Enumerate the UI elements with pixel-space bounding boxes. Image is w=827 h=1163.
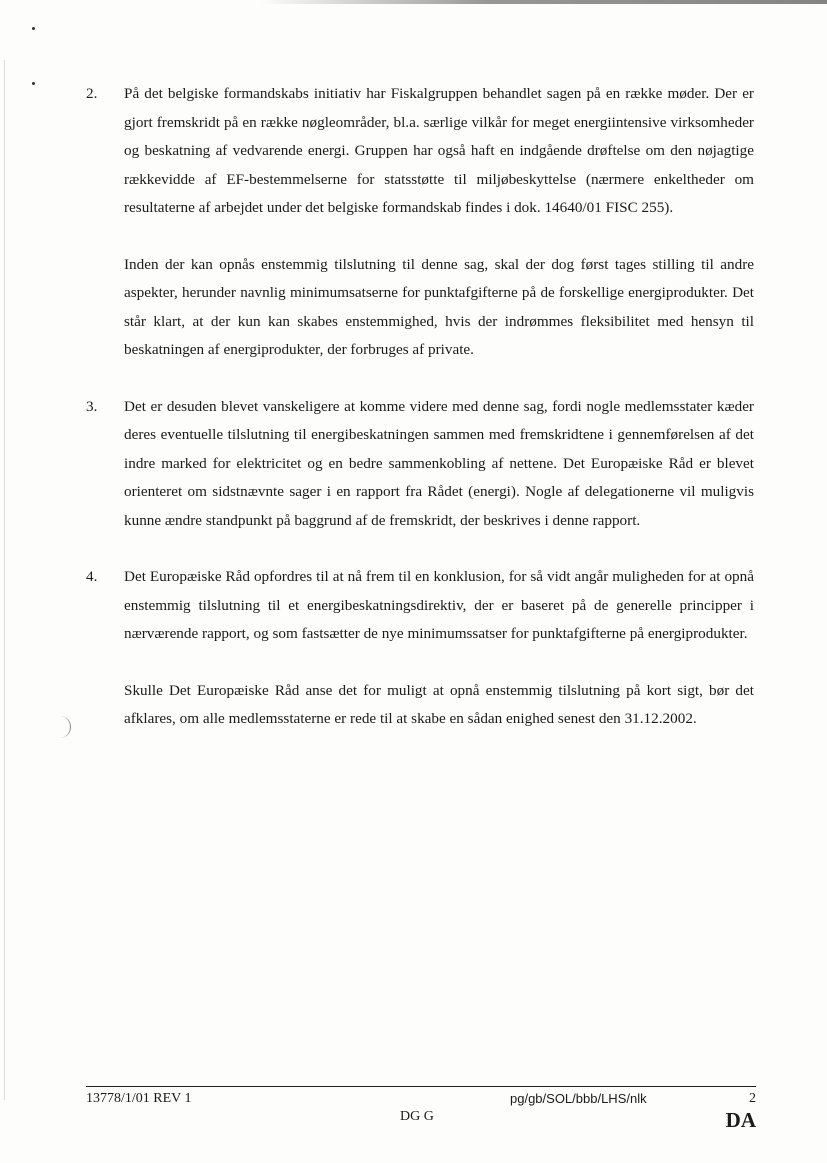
language-code: DA [725,1108,756,1132]
paragraph-4 [86,563,754,649]
scan-speck [32,27,35,30]
paragraph-text: Det Europæiske Råd opfordres til at nå frem til en konklusion, for så vidt angår muligheden for at opnå enstemmig tilslutning til et energibeskatningsdirektiv, der er baseret på de generelle principper i nærværende rapport, og som fastsætter de nye minimumssatser for punktafgifterne på energiprodukter. [124,568,754,642]
paragraph-text: Det er desuden blevet vanskeligere at komme videre med denne sag, fordi nogle medlemsstater kæder deres eventuelle tilslutning til energibeskatningen sammen med fremskridtene i gennemførelsen af det indre marked for elektricitet og en bedre sammenkobling af nettene. Det Europæiske Råd er blevet orienteret om sidstnævnte sager i en rapport fra Rådet (energi). Nogle af delegationerne vil muligvis kunne ændre standpunkt på baggrund af de fremskridt, der beskrives i denne rapport. [124,397,754,529]
author-initials: pg/gb/SOL/bbb/LHS/nlk [510,1091,647,1106]
paragraph-3 [86,393,754,536]
paragraph-number: 4. [86,568,98,585]
punch-hole-mark [50,716,71,738]
paragraph-text: På det belgiske formandskabs initiativ har Fiskalgruppen behandlet sagen på en række møder. Der er gjort fremskridt på en række nøgleområder, bl.a. særlige vilkår for meget energiintensive virksomheder og beskatning af vedvarende energi. Gruppen har også haft en indgående drøftelse om den nøjagtige rækkevidde af EF-bestemmelserne for statsstøtte til miljøbeskyttelse (nærmere enkeltheder om resultaterne af arbejdet under det belgiske formandskab findes i dok. 14640/01 FISC 255). [124,85,754,216]
footer-rule [86,1086,756,1087]
scan-speck [32,82,35,85]
paragraph-text: Skulle Det Europæiske Råd anse det for muligt at opnå enstemmig tilslutning på kort sigt, bør det afklares, om alle medlemsstaterne er rede til at skabe en sådan enighed senest den 31.12.2002. [124,681,754,727]
page-footer [86,1086,756,1132]
scan-edge-top [260,0,827,4]
document-reference: 13778/1/01 REV 1 [86,1091,192,1106]
scan-edge-left [4,60,5,1100]
directorate-code: DG G [400,1109,434,1124]
paragraph-4-continued [124,677,754,734]
paragraph-2 [86,80,754,223]
paragraph-number: 2. [86,85,98,102]
paragraph-2-continued [124,251,754,365]
page-number: 2 [749,1091,756,1106]
paragraph-text: Inden der kan opnås enstemmig tilslutning til denne sag, skal der dog først tages stilling til andre aspekter, herunder navnlig minimumsatserne for punktafgifterne på de forskellige energiprodukter. Det står klart, at der kun kan skabes enstemmighed, hvis der indrømmes fleksibilitet med hensyn til beskatningen af energiprodukter, der forbruges af private. [124,255,754,358]
paragraph-number: 3. [86,397,98,415]
document-body [86,80,754,734]
